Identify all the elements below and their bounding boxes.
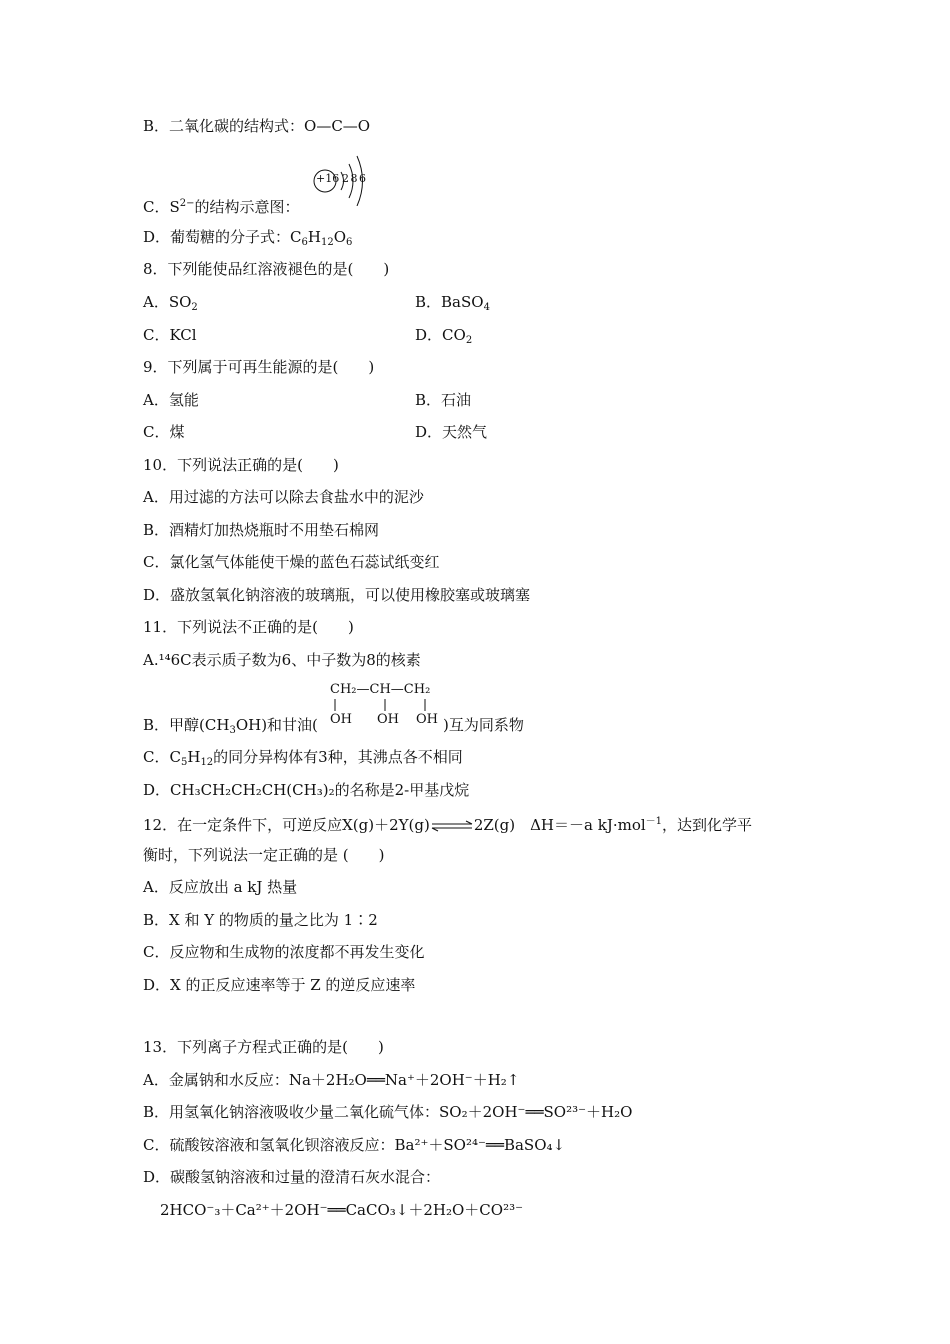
q11-b-mid: OH)和甘油( (235, 716, 318, 734)
glycerol-backbone: CH₂—CH—CH₂ (330, 682, 431, 697)
q11-stem: 11．下列说法不正确的是( ) (143, 618, 354, 636)
q7-c-prefix: C．S (143, 198, 180, 216)
q8-option-a (143, 292, 198, 318)
q8-d-text: D．CO (415, 326, 466, 344)
q12-option-c: C．反应物和生成物的浓度都不再发生变化 (143, 943, 425, 961)
q12-option-b: B．X 和 Y 的物质的量之比为 1∶2 (143, 911, 378, 929)
q13-option-c: C．硫酸铵溶液和氢氧化钡溶液反应：Ba²⁺＋SO²⁴⁻══BaSO₄↓ (143, 1136, 566, 1154)
q9-option-d: D．天然气 (415, 423, 488, 441)
q12-stem-prefix: 12．在一定条件下，可逆反应X(g)＋2Y(g) (143, 816, 430, 834)
q12-stem-line2: 衡时，下列说法一定正确的是 ( ) (143, 846, 385, 864)
q12-stem-sup: －1 (645, 816, 663, 827)
atom-nucleus-label: +16 (316, 172, 340, 185)
q12-stem (143, 812, 752, 835)
q13-option-d: D．碳酸氢钠溶液和过量的澄清石灰水混合： (143, 1168, 441, 1186)
q11-option-b (143, 715, 318, 741)
q7-option-b: B．二氧化碳的结构式：O—C—O (143, 117, 371, 135)
q8-b-sub: 4 (483, 302, 490, 313)
q7-d-sub: 6 (301, 237, 308, 248)
q13-option-a: A．金属钠和水反应：Na＋2H₂O══Na⁺＋2OH⁻＋H₂↑ (143, 1071, 520, 1089)
glycerol-bonds (330, 698, 440, 712)
q10-option-a: A．用过滤的方法可以除去食盐水中的泥沙 (143, 488, 424, 506)
q8-a-sub: 2 (191, 302, 198, 313)
q12-option-d: D．X 的正反应速率等于 Z 的逆反应速率 (143, 976, 416, 994)
q8-option-d (415, 325, 472, 351)
q9-stem: 9．下列属于可再生能源的是( ) (143, 358, 375, 376)
q10-stem: 10．下列说法正确的是( ) (143, 456, 339, 474)
q11-b-sub: 3 (229, 725, 236, 736)
q7-d-sub: 6 (346, 237, 353, 248)
glycerol-oh: OH (330, 712, 352, 727)
glycerol-oh: OH (416, 712, 438, 727)
q11-c-sub: 12 (200, 757, 214, 768)
q7-d-sub: 12 (320, 237, 334, 248)
q10-option-c: C．氯化氢气体能使干燥的蓝色石蕊试纸变红 (143, 553, 440, 571)
q9-option-c: C．煤 (143, 423, 185, 441)
q11-option-b-suffix: )互为同系物 (443, 716, 524, 734)
q11-option-d: D．CH₃CH₂CH₂CH(CH₃)₂的名称是2-甲基戊烷 (143, 781, 470, 799)
q12-stem-suffix: ，达到化学平 (662, 816, 753, 834)
q10-option-b: B．酒精灯加热烧瓶时不用垫石棉网 (143, 521, 380, 539)
q11-b-prefix: B．甲醇(CH (143, 716, 230, 734)
q10-option-d: D．盛放氢氧化钠溶液的玻璃瓶，可以使用橡胶塞或玻璃塞 (143, 586, 531, 604)
q12-option-a: A．反应放出 a kJ 热量 (143, 878, 298, 896)
glycerol-oh: OH (377, 712, 399, 727)
q11-option-c (143, 747, 463, 773)
q7-c-suffix: 的结构示意图： (194, 198, 300, 216)
q7-d-o: O (333, 228, 347, 246)
q11-c-h: H (187, 748, 201, 766)
q11-c-suffix: 的同分异构体有3种，其沸点各不相同 (213, 748, 463, 766)
q7-d-h: H (307, 228, 321, 246)
q7-option-c (143, 194, 300, 217)
q8-stem: 8．下列能使品红溶液褪色的是( ) (143, 260, 390, 278)
q7-c-charge: 2− (179, 198, 195, 209)
q8-b-text: B．BaSO (415, 293, 484, 311)
q8-a-text: A．SO (143, 293, 192, 311)
q13-option-b: B．用氢氧化钠溶液吸收少量二氧化硫气体：SO₂＋2OH⁻══SO²³⁻＋H₂O (143, 1103, 633, 1121)
q11-option-a: A.¹⁴6C表示质子数为6、中子数为8的核素 (143, 651, 421, 669)
q9-option-a: A．氢能 (143, 391, 199, 409)
q7-d-prefix: D．葡萄糖的分子式：C (143, 228, 302, 246)
q9-option-b: B．石油 (415, 391, 472, 409)
q13-stem: 13．下列离子方程式正确的是( ) (143, 1038, 384, 1056)
reversible-arrow-icon (430, 820, 474, 832)
atom-shells-label: 2 8 6 (342, 172, 365, 185)
q12-stem-mid: 2Z(g) ΔH＝－a kJ·mol (473, 816, 646, 834)
q8-option-c: C．KCl (143, 326, 197, 344)
q8-d-sub: 2 (465, 335, 473, 346)
q13-option-d-equation: 2HCO⁻₃＋Ca²⁺＋2OH⁻══CaCO₃↓＋2H₂O＋CO²³⁻ (160, 1201, 524, 1219)
q8-option-b (415, 292, 490, 318)
q7-option-d (143, 227, 352, 253)
q11-c-sub: 5 (180, 757, 188, 768)
q11-c-prefix: C．C (143, 748, 181, 766)
